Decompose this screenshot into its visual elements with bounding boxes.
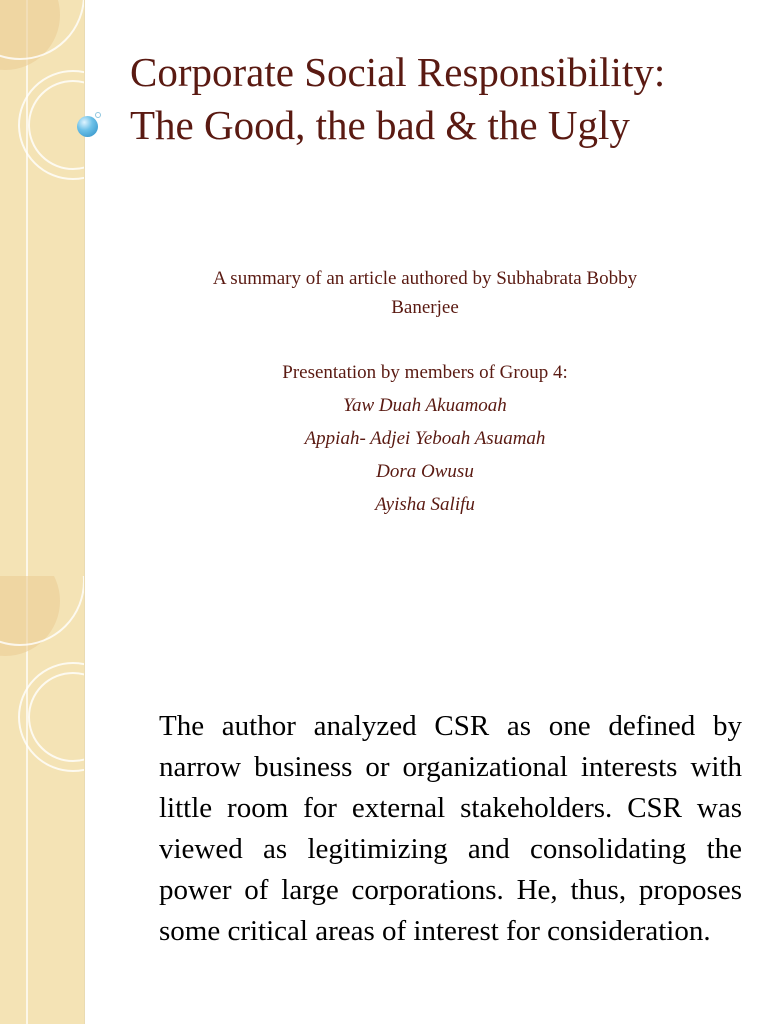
band-ring (0, 0, 85, 60)
member-name: Ayisha Salifu (375, 494, 475, 515)
small-circle-icon (95, 112, 101, 118)
slide-title (130, 46, 760, 152)
member-name: Yaw Duah Akuamoah (343, 395, 507, 416)
title-line: The Good, the bad & the Ugly (130, 102, 630, 148)
content-slide (0, 576, 768, 1024)
slide-body-text: The author analyzed CSR as one defined by narrow business or organizational interests with little room for external stakeholders. CSR was viewed as legitimizing and consolidating the power of large corporations. He, thus, proposes some critical areas of interest for consideration. (159, 710, 742, 947)
title-line: Corporate Social Responsibility: (130, 49, 666, 95)
blue-sphere-bullet-icon (77, 116, 98, 137)
summary-line: Banerjee (391, 297, 459, 318)
decorative-side-band (0, 0, 85, 576)
members-intro: Presentation by members of Group 4: (282, 362, 568, 383)
decorative-side-band (0, 576, 85, 1024)
band-line (26, 0, 28, 576)
summary-line: A summary of an article authored by Subhabrata Bobby (212, 268, 638, 289)
member-name: Appiah- Adjei Yeboah Asuamah (304, 428, 546, 449)
group-members (120, 358, 730, 521)
article-summary (120, 264, 730, 322)
member-name: Dora Owusu (376, 461, 474, 482)
band-ring (0, 576, 85, 646)
